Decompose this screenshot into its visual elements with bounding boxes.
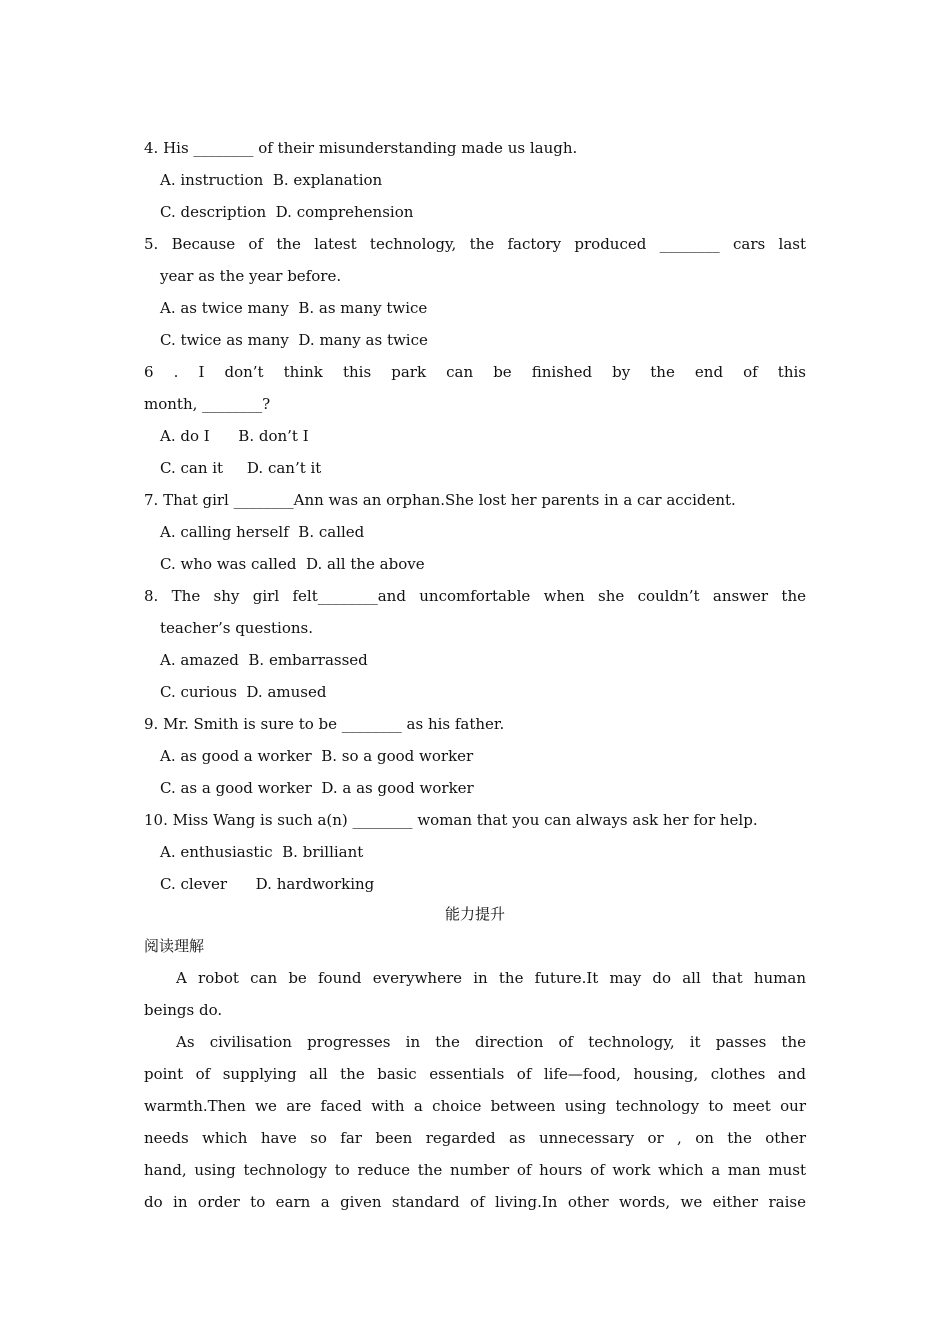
section-title: 能力提升: [444, 905, 505, 923]
passage-p2-line3: warmth.Then we are faced with a choice between using technology to meet our: [144, 1097, 806, 1115]
question-5-options-ab: A. as twice many B. as many twice: [160, 299, 428, 317]
question-6-options-ab: A. do I B. don’t I: [160, 427, 309, 445]
question-5-options-cd: C. twice as many D. many as twice: [160, 331, 428, 349]
question-6-stem-line2: month, ________?: [144, 395, 271, 413]
question-7-options-cd: C. who was called D. all the above: [160, 555, 425, 573]
question-10-options-cd: C. clever D. hardworking: [160, 875, 375, 893]
question-8-stem-line1: 8. The shy girl felt________and uncomfortable when she couldn’t answer the: [144, 587, 806, 605]
question-4-options-cd: C. description D. comprehension: [160, 203, 414, 221]
question-10-stem: 10. Miss Wang is such a(n) ________ woman that you can always ask her for help.: [144, 811, 758, 829]
question-4-stem: 4. His ________ of their misunderstanding made us laugh.: [144, 139, 578, 157]
question-4-options-ab: A. instruction B. explanation: [160, 171, 383, 189]
question-7-stem: 7. That girl ________Ann was an orphan.She lost her parents in a car accident.: [144, 491, 736, 509]
passage-p1-line2: beings do.: [144, 1001, 223, 1019]
passage-p2-line6: do in order to earn a given standard of living.In other words, we either raise: [144, 1193, 806, 1211]
passage-p2-line5: hand, using technology to reduce the number of hours of work which a man must: [144, 1161, 806, 1179]
question-5-stem-line1: 5. Because of the latest technology, the factory produced ________ cars last: [144, 235, 806, 253]
question-8-options-cd: C. curious D. amused: [160, 683, 327, 701]
reading-heading: 阅读理解: [144, 937, 205, 955]
question-9-options-cd: C. as a good worker D. a as good worker: [160, 779, 474, 797]
question-9-stem: 9. Mr. Smith is sure to be ________ as his father.: [144, 715, 505, 733]
question-6-options-cd: C. can it D. can’t it: [160, 459, 322, 477]
question-8-options-ab: A. amazed B. embarrassed: [160, 651, 368, 669]
question-6-stem-line1: 6 . I don’t think this park can be finished by the end of this: [144, 363, 806, 381]
question-8-stem-line2: teacher’s questions.: [160, 619, 314, 637]
question-5-stem-line2: year as the year before.: [160, 267, 342, 285]
question-10-options-ab: A. enthusiastic B. brilliant: [160, 843, 364, 861]
passage-p2-line1: As civilisation progresses in the direction of technology, it passes the: [176, 1033, 806, 1051]
passage-p1-line1: A robot can be found everywhere in the future.It may do all that human: [176, 969, 806, 987]
passage-p2-line4: needs which have so far been regarded as unnecessary or , on the other: [144, 1129, 806, 1147]
passage-p2-line2: point of supplying all the basic essentials of life—food, housing, clothes and: [144, 1065, 806, 1083]
question-9-options-ab: A. as good a worker B. so a good worker: [160, 747, 474, 765]
question-7-options-ab: A. calling herself B. called: [160, 523, 365, 541]
